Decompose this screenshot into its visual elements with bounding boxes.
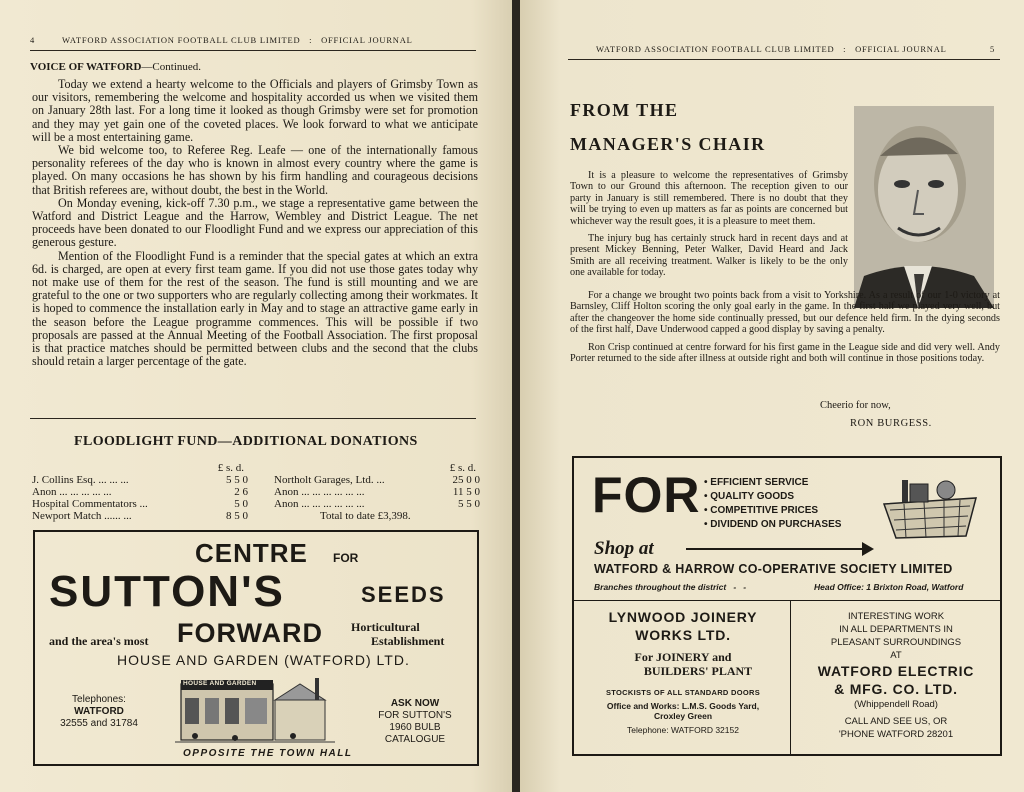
fund-currency-header: £ s. d. <box>217 462 244 474</box>
header-rule <box>30 50 476 51</box>
electric-line1: INTERESTING WORK <box>847 611 945 622</box>
fund-row-dots: ... <box>376 474 385 486</box>
suttons-telephones <box>49 694 149 730</box>
manager-paragraph: For a change we brought two points back from a visit to Yorkshire. As a result of our 1-0 victory at Barnsley, Cliff Holton scoring the only goal early in the game. In the first half we played very well, but after the changeover the home side continually pressed, but our defence held firm. In the dying seconds of the first half, Dave Underwood capped a good display by saving a penalty. <box>570 290 1000 336</box>
coop-bullet: • COMPETITIVE PRICES <box>704 505 819 516</box>
fund-row-name: Anon <box>274 498 299 510</box>
fund-currency-header: £ s. d. <box>449 462 476 474</box>
page-number: 4 <box>30 35 36 45</box>
lynwood-name-line2: WORKS LTD. <box>635 627 731 643</box>
running-header: WATFORD ASSOCIATION FOOTBALL CLUB LIMITED : OFFICIAL JOURNAL <box>62 35 413 45</box>
lynwood-croxley: Croxley Green <box>653 711 713 721</box>
manager-paragraph: The injury bug has certainly struck hard in recent days and at present Mickey Benning, Peter Walker, David Heard and Jack Smith are all receiving treatment. Walker is likely to be the only one available for today. <box>570 233 848 279</box>
fund-row-amount: 2 6 <box>234 486 248 498</box>
coop-society: WATFORD & HARROW CO-OPERATIVE SOCIETY LIMITED <box>594 562 953 576</box>
fund-row <box>274 486 480 498</box>
coop-bullet: • QUALITY GOODS <box>704 491 794 502</box>
fund-row <box>32 474 248 486</box>
coop-bullet-text: EFFICIENT SERVICE <box>710 477 809 488</box>
electric-ad <box>794 610 998 741</box>
suttons-opposite: OPPOSITE THE TOWN HALL <box>183 748 353 759</box>
coop-bullet: • DIVIDEND ON PURCHASES <box>704 519 842 530</box>
coop-bullet-text: DIVIDEND ON PURCHASES <box>710 519 842 530</box>
suttons-forward: FORWARD <box>177 618 323 648</box>
telephones-label: Telephones: <box>72 694 126 705</box>
manager-title-line2: MANAGER'S CHAIR <box>570 134 766 154</box>
fund-row-name: Anon <box>32 486 57 498</box>
fund-row-name: Newport Match <box>32 510 102 522</box>
manager-article-top <box>570 170 848 285</box>
fund-row-dots: ... <box>139 498 148 510</box>
fund-row-amount: 5 5 0 <box>458 498 480 510</box>
ask-now: ASK NOW <box>390 698 440 709</box>
lynwood-telephone: Telephone: WATFORD 32152 <box>627 725 739 735</box>
manager-signoff: Cheerio for now, <box>820 400 891 411</box>
voice-paragraph: Mention of the Floodlight Fund is a reminder that the special gates at which an extra 6d. is charged, are open at every first team game. If you did not use those gates today why not make use of them for the rest of the season. The fund is still mounting and we are grateful to the one or two supporters who are regularly collecting among their workmates. It is hoped to commence the installation early in May and to stage an attractive game early in the season before the League programme commences. This will be possible if two proposals are passed at the Annual Meeting of the Football Association. The first proposal is that practice matches should be permitted between clubs and the second that the clubs should retain a larger percentage of the gate. <box>32 248 478 369</box>
suttons-areas-most: and the area's most <box>49 634 149 648</box>
lynwood-name-line1: LYNWOOD JOINERY <box>608 609 758 625</box>
manager-paragraph: It is a pleasure to welcome the representatives of Grimsby Town to our Ground this afternoon. The reception given to our party in January is still remembered. There is no doubt that they will be trying to even up matters as far as points are concerned but whichever way the result goes, it is a pleasure to meet them. <box>570 170 848 227</box>
ads-divider <box>790 600 791 754</box>
fund-row-dots: ... ... ... ... ... <box>59 486 112 498</box>
fund-total: Total to date £3,398. <box>320 510 411 522</box>
fund-row-dots: ... ... ... <box>98 474 129 486</box>
manager-portrait-icon <box>854 106 994 308</box>
electric-company-line2: & MFG. CO. LTD. <box>834 681 958 697</box>
fund-row <box>32 498 248 510</box>
shop-sign: HOUSE AND GARDEN <box>183 680 257 687</box>
fund-row-dots: ... ... ... ... ... ... <box>301 486 365 498</box>
voice-heading <box>30 61 201 73</box>
voice-article <box>32 78 478 368</box>
suttons-centre: CENTRE <box>195 538 308 568</box>
electric-line3: PLEASANT SURROUNDINGS <box>830 637 962 648</box>
fund-row-amount: 5 0 <box>234 498 248 510</box>
coop-ad <box>572 456 1002 756</box>
coop-branches-text: Branches throughout the district <box>594 582 727 592</box>
fund-row-amount: 8 5 0 <box>226 510 248 522</box>
section-rule <box>30 418 476 419</box>
lynwood-for-joinery: For JOINERY and <box>634 650 732 664</box>
bulb-year: 1960 BULB <box>389 722 441 733</box>
for-suttons: FOR SUTTON'S <box>378 710 452 721</box>
manager-article-bottom <box>570 290 1000 370</box>
fund-row-name: Northolt Garages, Ltd. <box>274 474 374 486</box>
coop-head-office: Head Office: 1 Brixton Road, Watford <box>814 582 964 592</box>
coop-bullet: • EFFICIENT SERVICE <box>704 477 809 488</box>
fund-row-amount: 11 5 0 <box>452 486 480 498</box>
fund-left-column <box>32 462 248 522</box>
manager-title-line1: FROM THE <box>570 100 679 120</box>
basket-icon <box>880 478 980 540</box>
shopping-basket <box>880 478 980 540</box>
suttons-for: FOR <box>333 551 359 565</box>
electric-company-line1: WATFORD ELECTRIC <box>817 663 975 679</box>
fund-row-dots: ... ... ... ... ... ... <box>301 498 365 510</box>
lynwood-ad <box>578 608 788 735</box>
suttons-establishment: Establishment <box>371 634 445 648</box>
suttons-name: SUTTON'S <box>49 567 285 616</box>
fund-row-dots: ...... ... <box>104 510 132 522</box>
running-header: WATFORD ASSOCIATION FOOTBALL CLUB LIMITED : OFFICIAL JOURNAL <box>596 44 947 54</box>
fund-row-amount: 5 5 0 <box>226 474 248 486</box>
fund-row-name: J. Collins Esq. <box>32 474 96 486</box>
manager-photo <box>854 106 994 308</box>
electric-call: CALL AND SEE US, OR <box>844 716 948 727</box>
coop-for: FOR <box>592 467 701 523</box>
coop-arrow-line <box>686 548 866 550</box>
coop-bullets <box>704 476 841 532</box>
coop-bullet-text: QUALITY GOODS <box>710 491 794 502</box>
manager-signature: RON BURGESS. <box>850 418 932 429</box>
fund-row-name: Hospital Commentators <box>32 498 137 510</box>
coop-divider <box>574 600 1000 601</box>
shop-illustration <box>175 670 335 750</box>
catalogue: CATALOGUE <box>384 734 446 745</box>
suttons-horticultural: Horticultural <box>351 620 420 634</box>
manager-paragraph: Ron Crisp continued at centre forward for his first game in the League side and did very well. Andy Porter returned to the side after illness at outside right and both will continue in those positions today. <box>570 341 1000 365</box>
lynwood-office: Office and Works: L.M.S. Goods Yard, <box>606 701 760 711</box>
fund-row <box>32 486 248 498</box>
fund-row-amount: 25 0 0 <box>452 474 480 486</box>
voice-heading-text: VOICE OF WATFORD <box>30 61 142 73</box>
fund-row <box>274 498 480 510</box>
fund-row <box>274 474 480 486</box>
electric-at: AT <box>890 650 902 661</box>
fund-row-name: Anon <box>274 486 299 498</box>
fund-right-column <box>274 462 480 522</box>
fund-row <box>32 510 248 522</box>
coop-shop-at: Shop at <box>594 538 654 559</box>
lynwood-stockists: STOCKISTS OF ALL STANDARD DOORS <box>605 688 761 697</box>
electric-line2: IN ALL DEPARTMENTS IN <box>839 624 953 635</box>
telephones-numbers: 32555 and 31784 <box>60 718 138 729</box>
fund-title: FLOODLIGHT FUND—ADDITIONAL DONATIONS <box>74 434 418 449</box>
voice-paragraph: We bid welcome too, to Referee Reg. Leafe — one of the internationally famous personality referees of the day who is known in almost every country where the game is played. On many occasions he has shown by his firm handling and courageous decisions that British referees are, without doubt, the best in the World. <box>32 143 478 197</box>
electric-phone: 'PHONE WATFORD 28201 <box>838 729 954 740</box>
right-page <box>520 0 1024 792</box>
electric-road: (Whippendell Road) <box>854 699 938 710</box>
page-number: 5 <box>990 44 996 54</box>
lynwood-builders: BUILDERS' PLANT <box>643 664 753 678</box>
suttons-seeds: SEEDS <box>361 582 446 607</box>
coop-bullet-text: COMPETITIVE PRICES <box>710 505 819 516</box>
suttons-ad <box>33 530 479 766</box>
coop-arrow-icon <box>862 542 874 556</box>
voice-paragraph: Today we extend a hearty welcome to the Officials and players of Grimsby Town as our visitors, remembering the welcome and hospitality accorded us when we visited them on January 28th last. For a long time it looked as though Grimsby were set for promotion and they may yet gain one of the coveted places. We look forward to what we anticipate will be a most entertaining game. <box>32 77 478 144</box>
suttons-company: HOUSE AND GARDEN (WATFORD) LTD. <box>117 652 410 668</box>
voice-paragraph: On Monday evening, kick-off 7.30 p.m., we stage a representative game between the Watford and District League and the Harrow, Wembley and District League. The net proceeds have been donated to our Floodlight Fund and we express our appreciation of this generous gesture. <box>32 195 478 250</box>
telephones-town: WATFORD <box>74 706 124 717</box>
suttons-ask-now <box>365 698 465 746</box>
voice-heading-suffix: —Continued. <box>141 61 202 73</box>
header-rule <box>568 59 1000 60</box>
coop-branches: Branches throughout the district - - <box>594 582 747 592</box>
